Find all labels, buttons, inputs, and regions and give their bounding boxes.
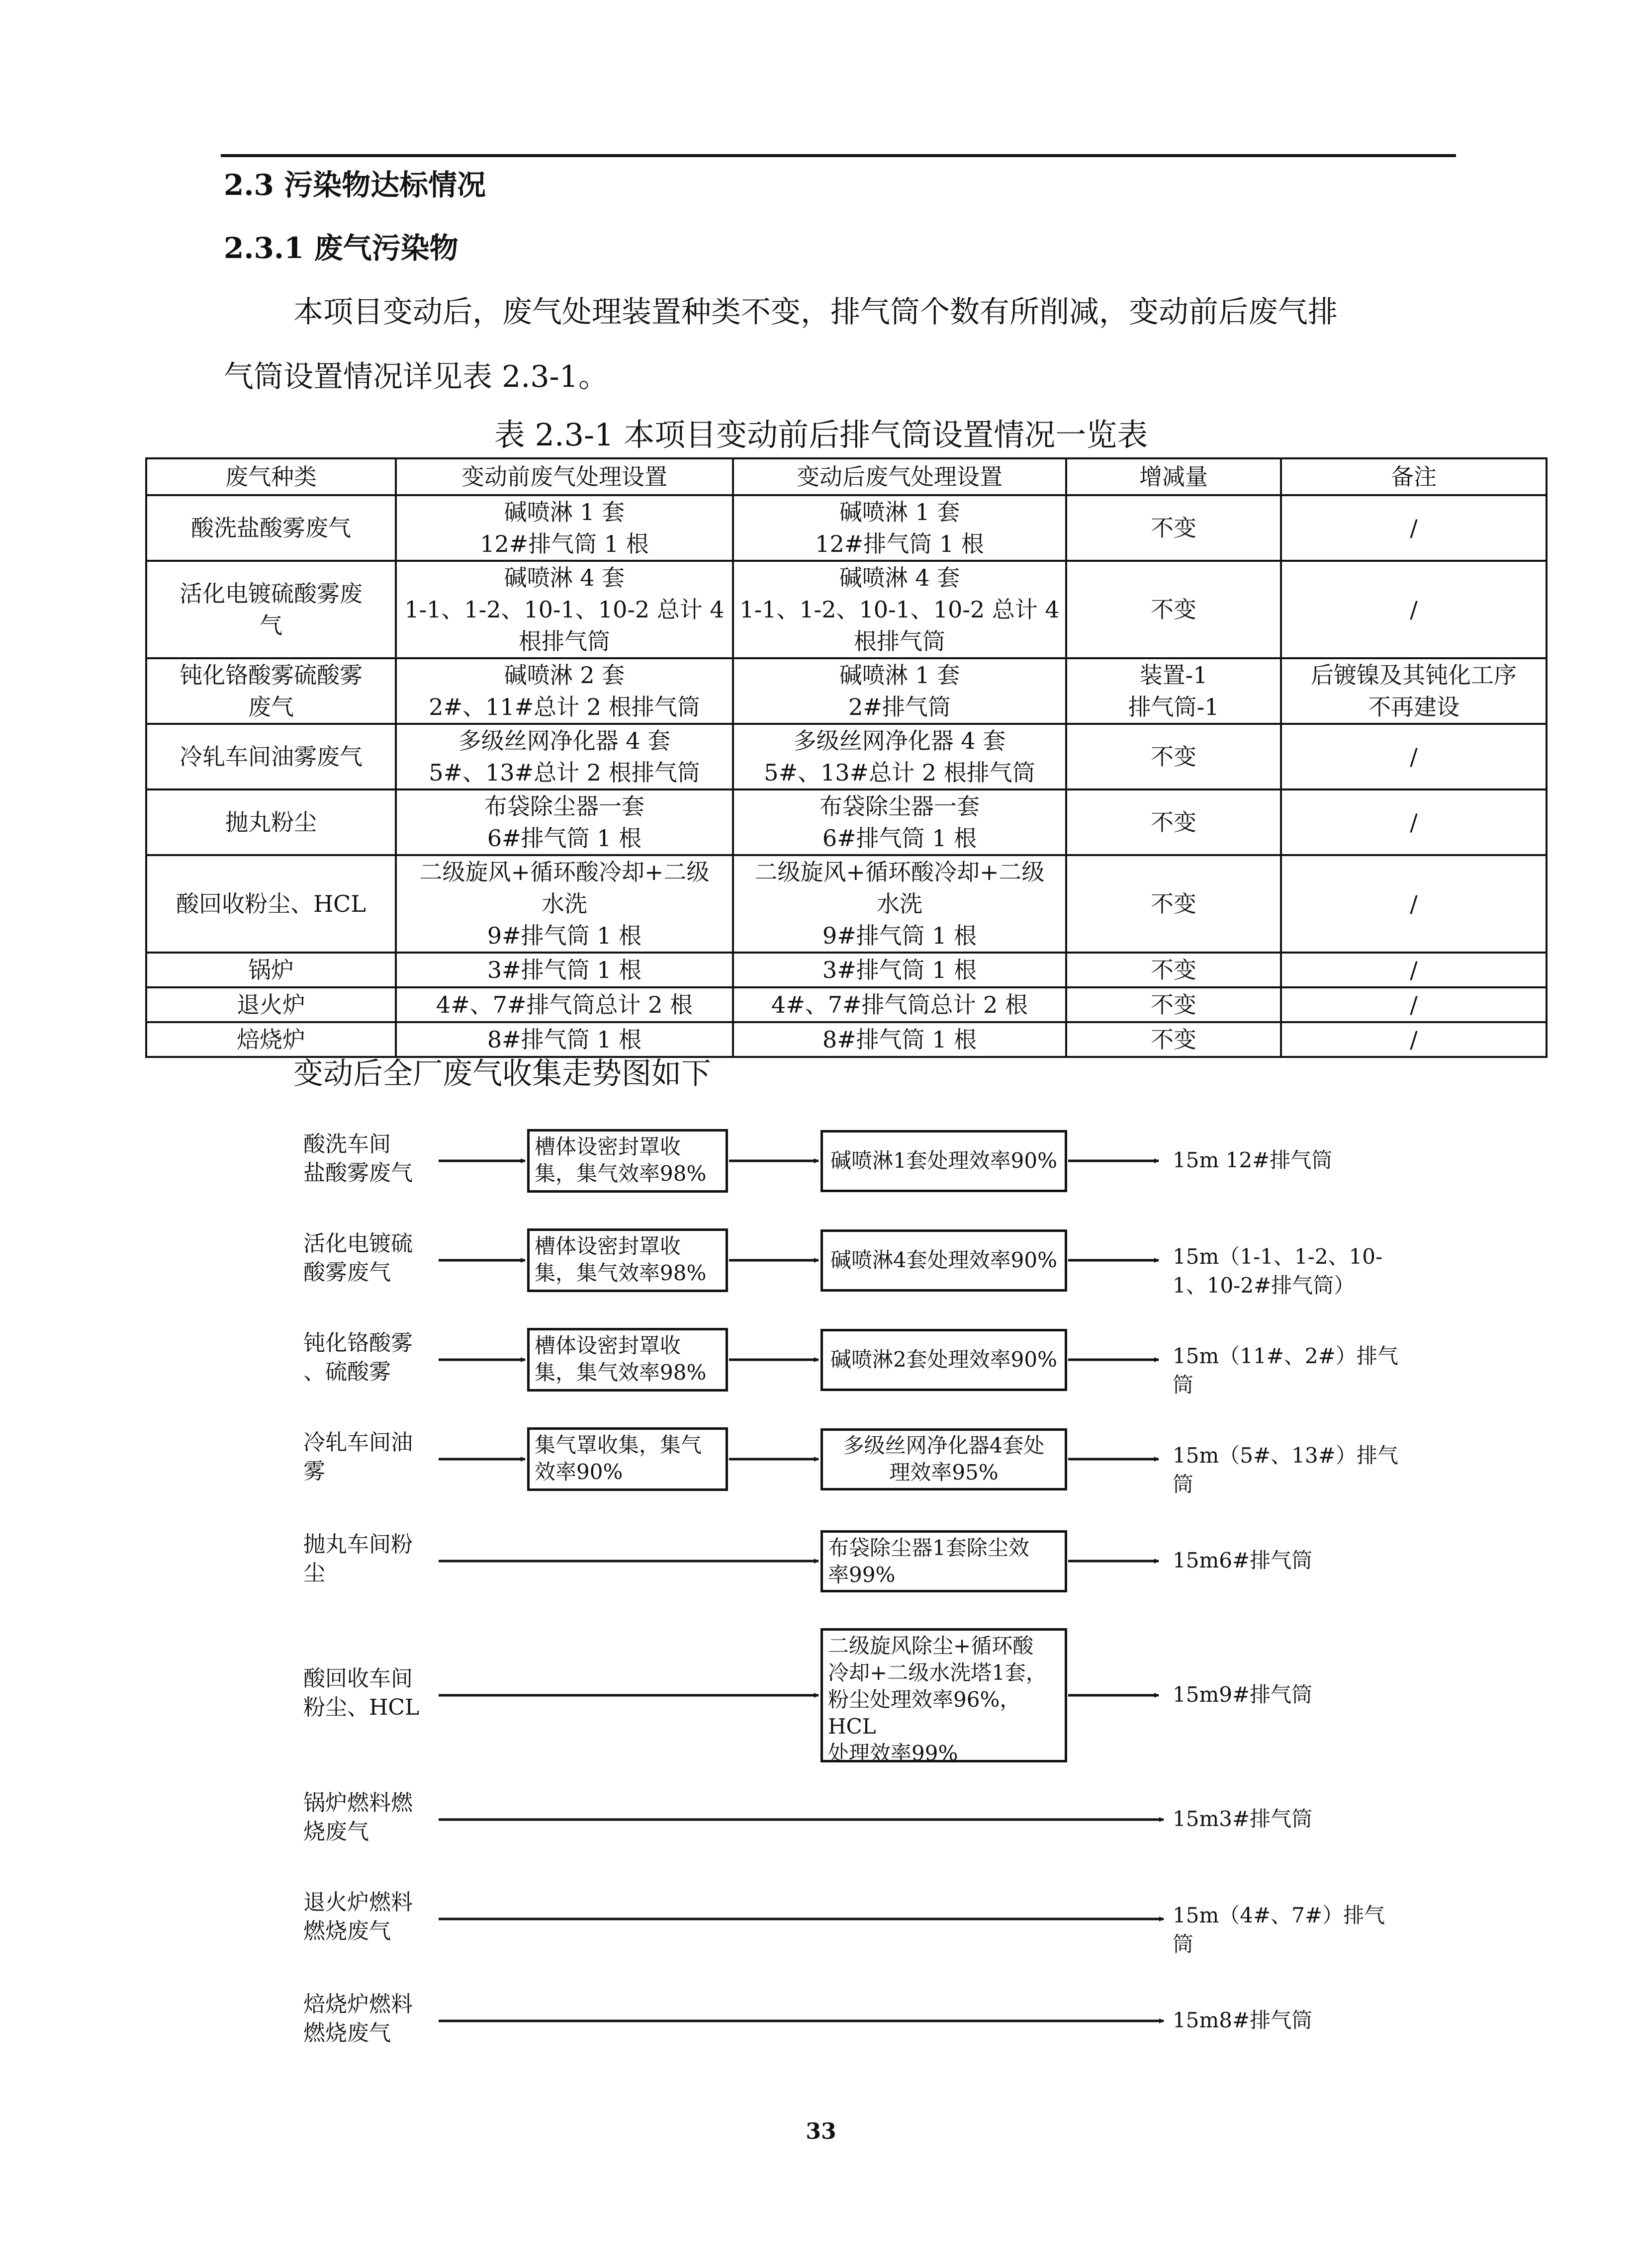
cell-gas-type: 退火炉: [146, 987, 396, 1022]
cell-before: 碱喷淋 4 套 1-1、1-2、10-1、10-2 总计 4 根排气筒: [396, 561, 733, 658]
intro-line-2: 气筒设置情况详见表 2.3-1。: [224, 359, 608, 394]
flow-stack-destination: 15m8#排气筒: [1173, 2008, 1313, 2032]
cell-before: 碱喷淋 1 套 12#排气筒 1 根: [396, 495, 733, 561]
subsection-heading: 2.3.1 废气污染物: [224, 231, 458, 265]
cell-before: 碱喷淋 2 套 2#、11#总计 2 根排气筒: [396, 658, 733, 724]
cell-after: 二级旋风+循环酸冷却+二级 水洗 9#排气筒 1 根: [733, 855, 1066, 953]
flow-source: 酸洗车间 盐酸雾废气: [303, 1132, 413, 1186]
cell-before: 布袋除尘器一套 6#排气筒 1 根: [396, 789, 733, 855]
cell-note: /: [1281, 495, 1547, 561]
cell-gas-type: 焙烧炉: [146, 1022, 396, 1057]
flow-stack-destination: 15m（1-1、1-2、10- 1、10-2#排气筒）: [1173, 1244, 1383, 1298]
cell-gas-type: 冷轧车间油雾废气: [146, 724, 396, 789]
cell-change: 装置-1 排气筒-1: [1066, 658, 1281, 724]
cell-after: 8#排气筒 1 根: [733, 1022, 1066, 1057]
cell-before: 二级旋风+循环酸冷却+二级 水洗 9#排气筒 1 根: [396, 855, 733, 953]
cell-note: /: [1281, 724, 1547, 789]
flow-stack-destination: 15m（11#、2#）排气 筒: [1173, 1344, 1398, 1397]
flow-source: 活化电镀硫 酸雾废气: [303, 1231, 413, 1285]
flow-stack-destination: 15m6#排气筒: [1173, 1548, 1313, 1572]
cell-after: 碱喷淋 1 套 12#排气筒 1 根: [733, 495, 1066, 561]
flow-stack-destination: 15m（4#、7#）排气 筒: [1173, 1903, 1385, 1956]
cell-note: /: [1281, 1022, 1547, 1057]
cell-change: 不变: [1066, 1022, 1281, 1057]
cell-after: 4#、7#排气筒总计 2 根: [733, 987, 1066, 1022]
treatment-box: 二级旋风除尘+循环酸 冷却+二级水洗塔1套， 粉尘处理效率96%，HCL 处理效率99%: [821, 1628, 1067, 1762]
treatment-box: 多级丝网净化器4套处 理效率95%: [821, 1428, 1067, 1490]
cell-before: 4#、7#排气筒总计 2 根: [396, 987, 733, 1022]
flow-intro: 变动后全厂废气收集走势图如下: [293, 1056, 711, 1091]
col-header-type: 废气种类: [146, 458, 396, 495]
flow-source: 酸回收车间 粉尘、HCL: [303, 1666, 420, 1720]
cell-change: 不变: [1066, 724, 1281, 789]
collection-box: 集气罩收集，集气 效率90%: [527, 1427, 728, 1491]
treatment-box: 碱喷淋1套处理效率90%: [821, 1130, 1067, 1192]
cell-after: 碱喷淋 4 套 1-1、1-2、10-1、10-2 总计 4 根排气筒: [733, 561, 1066, 658]
cell-gas-type: 活化电镀硫酸雾废 气: [146, 561, 396, 658]
collection-box: 槽体设密封罩收 集，集气效率98%: [527, 1328, 728, 1392]
flow-stack-destination: 15m3#排气筒: [1173, 1807, 1313, 1831]
table-caption: 表 2.3-1 本项目变动前后排气筒设置情况一览表: [494, 417, 1148, 453]
collection-box: 槽体设密封罩收 集，集气效率98%: [527, 1228, 728, 1292]
cell-after: 3#排气筒 1 根: [733, 953, 1066, 987]
page-number: 33: [806, 2119, 836, 2144]
cell-change: 不变: [1066, 789, 1281, 855]
cell-before: 3#排气筒 1 根: [396, 953, 733, 987]
cell-gas-type: 钝化铬酸雾硫酸雾 废气: [146, 658, 396, 724]
section-heading: 2.3 污染物达标情况: [224, 168, 486, 202]
cell-change: 不变: [1066, 987, 1281, 1022]
cell-after: 碱喷淋 1 套 2#排气筒: [733, 658, 1066, 724]
col-header-before: 变动前废气处理设置: [396, 458, 733, 495]
cell-change: 不变: [1066, 953, 1281, 987]
cell-note: 后镀镍及其钝化工序 不再建设: [1281, 658, 1547, 724]
flow-source: 冷轧车间油 雾: [303, 1430, 413, 1484]
collection-box: 槽体设密封罩收 集，集气效率98%: [527, 1129, 728, 1193]
cell-after: 多级丝网净化器 4 套 5#、13#总计 2 根排气筒: [733, 724, 1066, 789]
col-header-note: 备注: [1281, 458, 1547, 495]
flow-source: 锅炉燃料燃 烧废气: [303, 1790, 413, 1844]
intro-line-1: 本项目变动后，废气处理装置种类不变，排气筒个数有所削减，变动前后废气排: [293, 295, 1338, 330]
treatment-box: 布袋除尘器1套除尘效 率99%: [821, 1530, 1067, 1592]
cell-note: /: [1281, 987, 1547, 1022]
treatment-box: 碱喷淋4套处理效率90%: [821, 1229, 1067, 1292]
cell-gas-type: 酸回收粉尘、HCL: [146, 855, 396, 953]
cell-after: 布袋除尘器一套 6#排气筒 1 根: [733, 789, 1066, 855]
cell-note: /: [1281, 855, 1547, 953]
flow-source: 钝化铬酸雾 、硫酸雾: [303, 1330, 413, 1385]
cell-change: 不变: [1066, 561, 1281, 658]
col-header-after: 变动后废气处理设置: [733, 458, 1066, 495]
cell-change: 不变: [1066, 495, 1281, 561]
flow-source: 焙烧炉燃料 燃烧废气: [303, 1992, 413, 2046]
cell-before: 8#排气筒 1 根: [396, 1022, 733, 1057]
flow-stack-destination: 15m 12#排气筒: [1173, 1148, 1333, 1172]
cell-note: /: [1281, 561, 1547, 658]
cell-gas-type: 锅炉: [146, 953, 396, 987]
cell-note: /: [1281, 789, 1547, 855]
cell-change: 不变: [1066, 855, 1281, 953]
flow-source: 退火炉燃料 燃烧废气: [303, 1890, 413, 1944]
treatment-box: 碱喷淋2套处理效率90%: [821, 1329, 1067, 1391]
col-header-change: 增减量: [1066, 458, 1281, 495]
flow-stack-destination: 15m9#排气筒: [1173, 1682, 1313, 1707]
flow-source: 抛丸车间粉 尘: [303, 1532, 413, 1586]
cell-before: 多级丝网净化器 4 套 5#、13#总计 2 根排气筒: [396, 724, 733, 789]
cell-gas-type: 酸洗盐酸雾废气: [146, 495, 396, 561]
cell-note: /: [1281, 953, 1547, 987]
cell-gas-type: 抛丸粉尘: [146, 789, 396, 855]
flow-stack-destination: 15m（5#、13#）排气 筒: [1173, 1443, 1398, 1496]
